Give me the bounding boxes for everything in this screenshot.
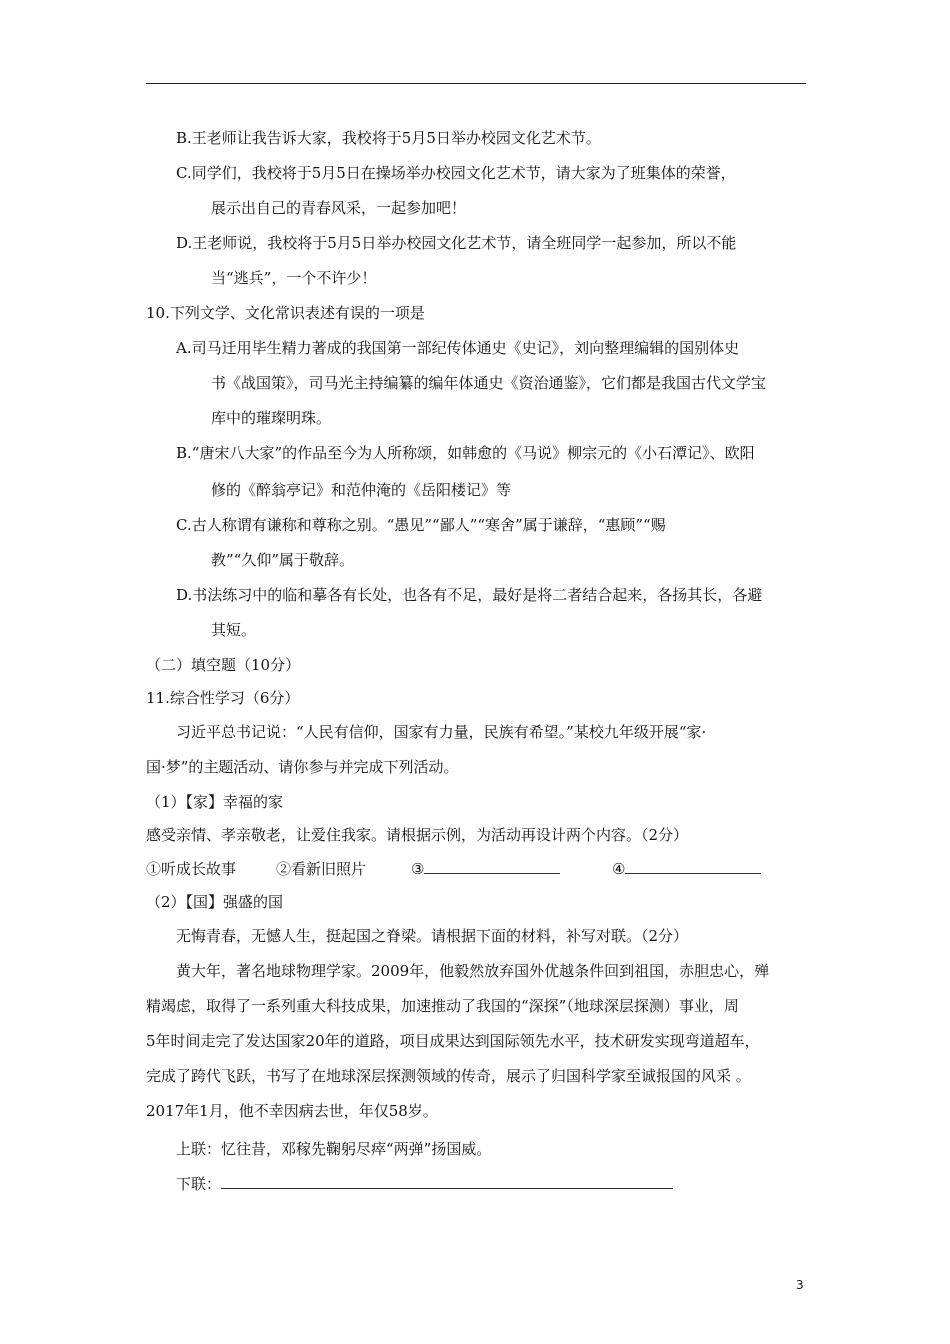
- q10-option-a-line1: A.司马迁用毕生精力著成的我国第一部纪传体通史《史记》，刘向整理编辑的国别体史: [176, 339, 740, 357]
- q11-part1-item2: ②看新旧照片: [276, 860, 367, 878]
- q11-part1-item3: [411, 859, 560, 879]
- q9-option-d-line1: D.王老师说，我校将于5月5日举办校园文化艺术节，请全班同学一起参加，所以不能: [176, 234, 737, 252]
- section-fill-in-title: （二）填空题（10分）: [146, 656, 301, 674]
- q10-option-b-line1: B.“唐宋八大家”的作品至今为人所称颂，如韩愈的《马说》柳宗元的《小石潭记》、欧阳: [176, 444, 755, 462]
- q11-part1-answer-blank-3[interactable]: [424, 859, 560, 874]
- q10-option-b-line2: 修的《醉翁亭记》和范仲淹的《岳阳楼记》等: [211, 481, 512, 499]
- q10-stem: 10.下列文学、文化常识表述有误的一项是: [146, 304, 425, 322]
- q10-option-c-line2: 教”“久仰”属于敬辞。: [211, 551, 355, 569]
- q11-part1-title: （1）【家】幸福的家: [146, 793, 284, 811]
- page-number: 3: [796, 1278, 804, 1292]
- q11-part1-item3-label: ③: [411, 860, 425, 878]
- q11-title: 11.综合性学习（6分）: [146, 689, 300, 707]
- q11-part1-item4-label: ④: [612, 860, 626, 878]
- couplet-upper-line: 上联：忆往昔，邓稼先鞠躬尽瘁“两弹”扬国威。: [176, 1140, 492, 1158]
- q9-option-c-line2: 展示出自己的青春风采，一起参加吧！: [211, 199, 467, 217]
- q11-material-line1: 黄大年，著名地球物理学家。2009年，他毅然放弃国外优越条件回到祖国，赤胆忠心，殚: [176, 962, 770, 980]
- q11-intro-line1: 习近平总书记说：“人民有信仰，国家有力量，民族有希望。”某校九年级开展“家·: [176, 723, 707, 741]
- q11-material-line5: 2017年1月，他不幸因病去世，年仅58岁。: [146, 1102, 438, 1120]
- couplet-lower-label: 下联：: [176, 1175, 222, 1193]
- header-rule: [146, 83, 806, 84]
- q10-option-d-line1: D.书法练习中的临和摹各有长处，也各有不足，最好是将二者结合起来，各扬其长，各避: [176, 586, 763, 604]
- q11-part1-item4: [612, 859, 761, 879]
- q10-option-d-line2: 其短。: [211, 621, 257, 639]
- q11-part1-instruction: 感受亲情、孝亲敬老，让爱住我家。请根据示例，为活动再设计两个内容。（2分）: [146, 826, 689, 844]
- q11-material-line3: 5年时间走完了发达国家20年的道路，项目成果达到国际领先水平，技术研发实现弯道超车，: [146, 1032, 760, 1050]
- q11-material-line4: 完成了跨代飞跃，书写了在地球深层探测领域的传奇，展示了归国科学家至诚报国的风采 。: [146, 1067, 751, 1085]
- couplet-lower-answer-blank[interactable]: [221, 1174, 673, 1189]
- couplet-lower-line: [176, 1174, 673, 1194]
- q10-option-a-line2: 书《战国策》，司马光主持编纂的编年体通史《资治通鉴》，它们都是我国古代文学宝: [211, 374, 767, 392]
- q9-option-d-line2: 当“逃兵”，一个不许少！: [211, 269, 377, 287]
- q11-part1-answer-blank-4[interactable]: [625, 859, 761, 874]
- q11-material-line2: 精竭虑，取得了一系列重大科技成果，加速推动了我国的“深探”（地球深层探测）事业，周: [146, 997, 739, 1015]
- q9-option-b: B.王老师让我告诉大家，我校将于5月5日举办校园文化艺术节。: [176, 129, 601, 147]
- q11-part1-item1: ①听成长故事: [146, 860, 237, 878]
- q11-intro-line2: 国·梦”的主题活动、请你参与并完成下列活动。: [146, 758, 459, 776]
- q11-part2-instruction: 无悔青春，无憾人生，挺起国之脊梁。请根据下面的材料，补写对联。（2分）: [176, 927, 689, 945]
- q11-part2-title: （2）【国】强盛的国: [146, 893, 284, 911]
- q10-option-a-line3: 库中的璀璨明珠。: [211, 409, 332, 427]
- q9-option-c-line1: C.同学们，我校将于5月5日在操场举办校园文化艺术节，请大家为了班集体的荣誉，: [176, 164, 736, 182]
- q10-option-c-line1: C.古人称谓有谦称和尊称之别。“愚见”“鄙人”“寒舍”属于谦辞，“惠顾”“赐: [176, 516, 666, 534]
